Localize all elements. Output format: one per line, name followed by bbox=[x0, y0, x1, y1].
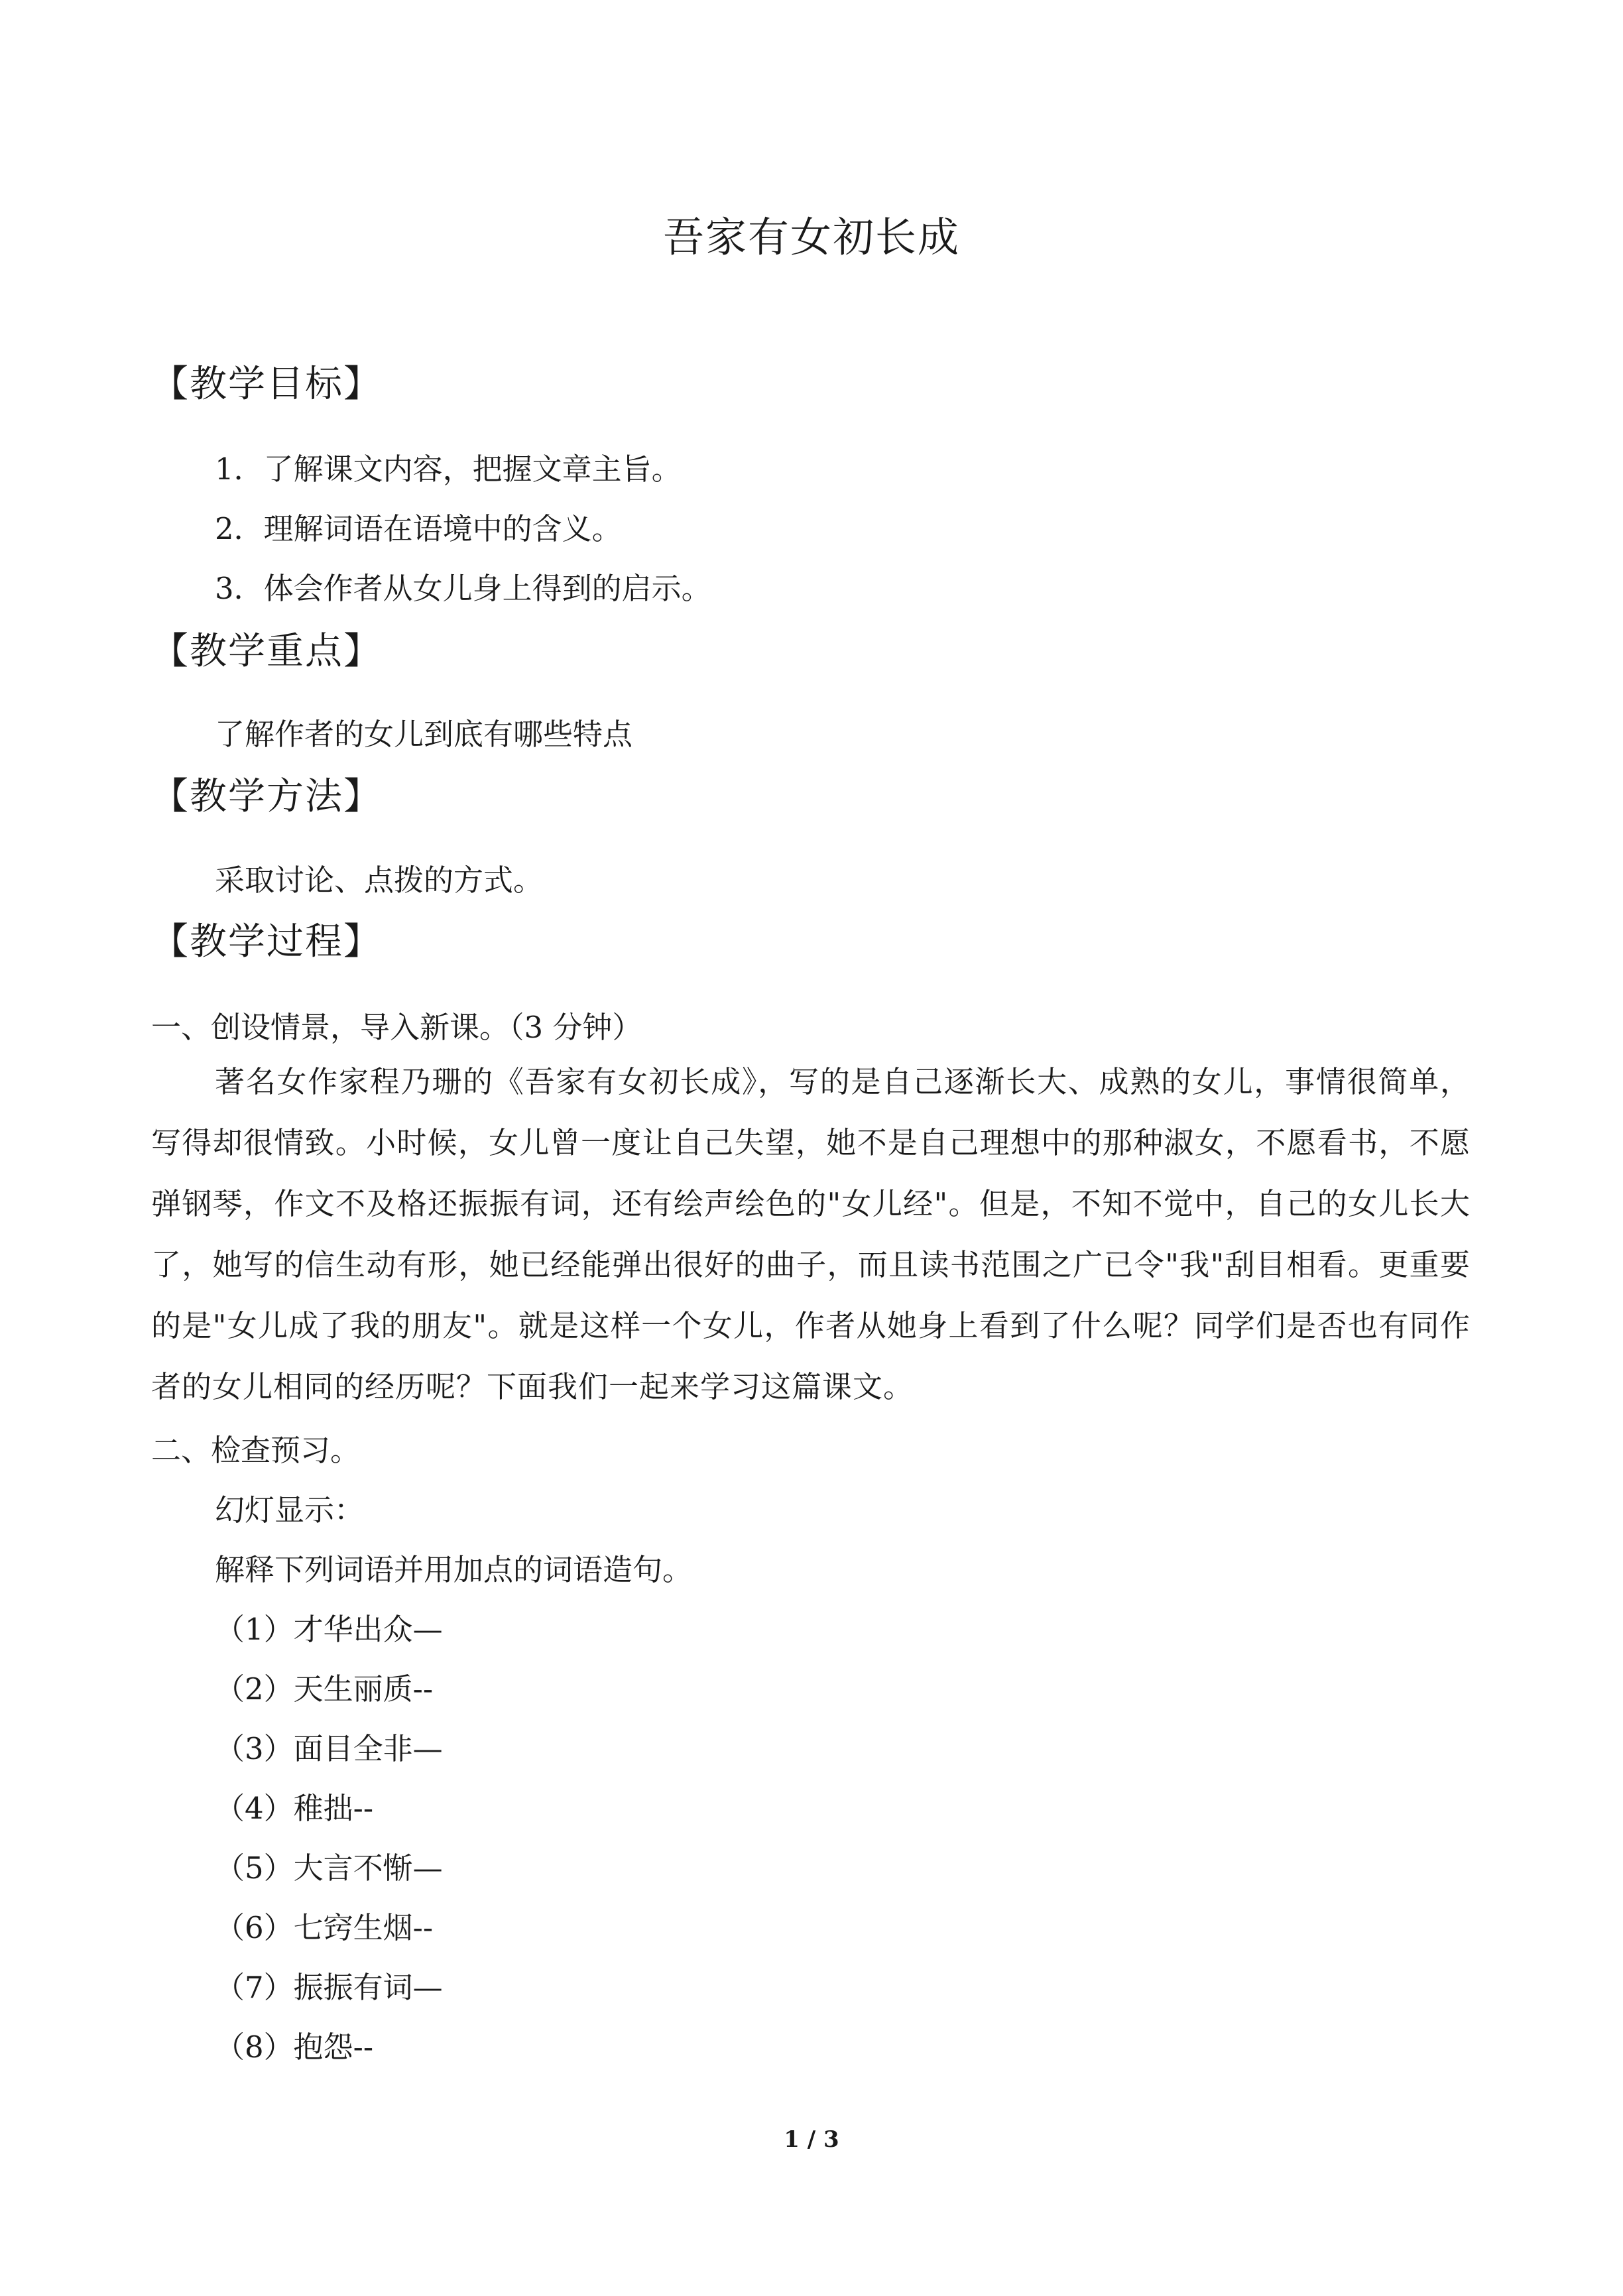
slide-label: 幻灯显示： bbox=[215, 1492, 365, 1528]
vocab-item: （5）大言不惭— bbox=[215, 1850, 443, 1886]
page-number: 1 / 3 bbox=[784, 2126, 839, 2153]
vocab-item: （6）七窍生烟-- bbox=[215, 1910, 434, 1945]
process-step-1-paragraph: 著名女作家程乃珊的《吾家有女初长成》，写的是自己逐渐长大、成熟的女儿，事情很简单，写得却很情致。小时候，女儿曾一度让自己失望，她不是自己理想中的那种淑女，不愿看书，不愿弹钢琴，作文不及格还振振有词，还有绘声绘色的"女儿经"。但是，不知不觉中，自己的女儿长大了，她写的信生动有形，她已经能弹出很好的曲子，而且读书范围之广已令"我"刮目相看。更重要的是"女儿成了我的朋友"。就是这样一个女儿，作者从她身上看到了什么呢？同学们是否也有同作者的女儿相同的经历呢？下面我们一起来学习这篇课文。 bbox=[151, 1064, 1471, 1404]
heading-process: 【教学过程】 bbox=[151, 920, 382, 963]
vocab-item: （3）面目全非— bbox=[215, 1731, 443, 1766]
objective-item-1: 1．了解课文内容，把握文章主旨。 bbox=[215, 452, 682, 487]
key-points-text: 了解作者的女儿到底有哪些特点 bbox=[215, 717, 633, 752]
heading-objectives: 【教学目标】 bbox=[151, 363, 382, 406]
vocab-item: （1）才华出众— bbox=[215, 1612, 443, 1647]
vocab-item: （8）抱怨-- bbox=[215, 2029, 374, 2065]
heading-key-points: 【教学重点】 bbox=[151, 630, 382, 673]
document-title: 吾家有女初长成 bbox=[662, 213, 960, 261]
objective-item-3: 3．体会作者从女儿身上得到的启示。 bbox=[215, 571, 711, 606]
heading-methods: 【教学方法】 bbox=[151, 775, 382, 818]
vocab-item: （7）振振有词— bbox=[215, 1970, 443, 2005]
process-step-2-title: 二、检查预习。 bbox=[151, 1433, 361, 1468]
vocab-instruction: 解释下列词语并用加点的词语造句。 bbox=[215, 1552, 693, 1587]
vocab-item: （4）稚拙-- bbox=[215, 1791, 374, 1826]
vocab-item: （2）天生丽质-- bbox=[215, 1671, 434, 1707]
objective-item-2: 2．理解词语在语境中的含义。 bbox=[215, 511, 622, 546]
methods-text: 采取讨论、点拨的方式。 bbox=[215, 863, 544, 898]
process-step-1-title: 一、创设情景，导入新课。（3 分钟） bbox=[151, 1010, 642, 1045]
